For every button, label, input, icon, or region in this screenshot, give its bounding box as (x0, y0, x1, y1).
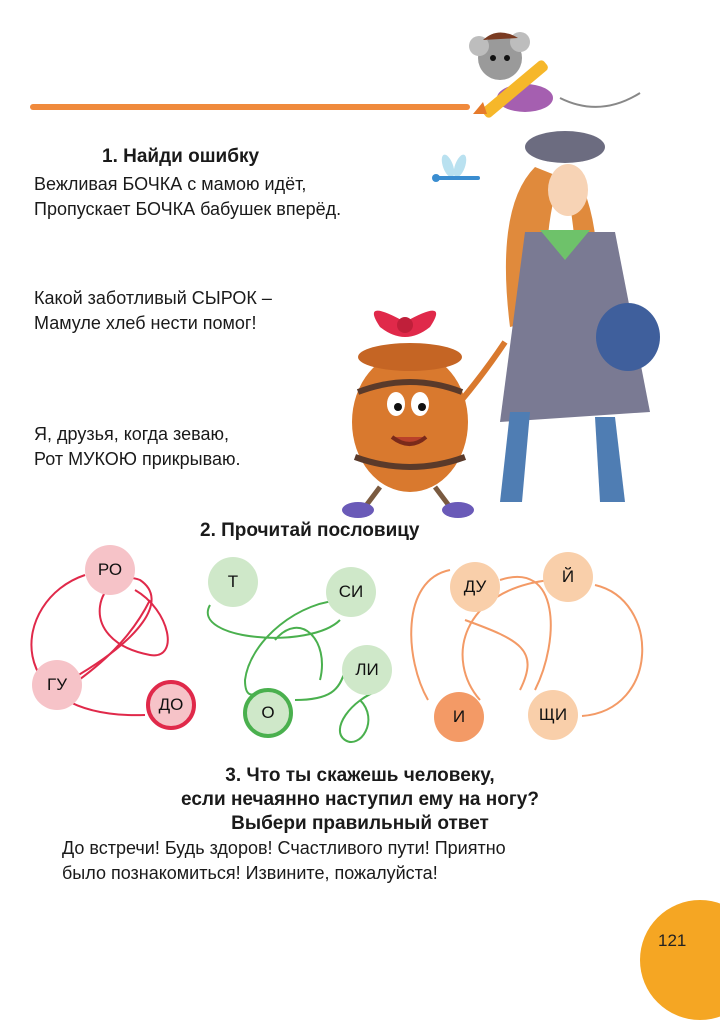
syllable-o: О (243, 688, 293, 738)
stanza-line: Рот МУКОЮ прикрываю. (34, 449, 241, 469)
syllable-do: ДО (146, 680, 196, 730)
task3-title (0, 764, 720, 836)
syllable-gu: ГУ (32, 660, 82, 710)
task3-title-line: если нечаянно наступил ему на ногу? (181, 789, 539, 810)
answer-line: было познакомиться! Извините, пожалуйста! (62, 863, 438, 883)
syllable-i: И (434, 692, 484, 742)
stanza-line: Вежливая БОЧКА с мамою идёт, (34, 174, 307, 194)
task1-title: 1. Найди ошибку (102, 146, 260, 167)
page-number: 121 (658, 931, 687, 950)
task3-title-line: 3. Что ты скажешь человеку, (225, 765, 495, 786)
answer-line: До встречи! Будь здоров! Счастливого пути! Приятно (62, 838, 506, 858)
task3-title-line: Выбери правильный ответ (231, 813, 489, 834)
syllable-t: Т (208, 557, 258, 607)
stanza-line: Пропускает БОЧКА бабушек вперёд. (34, 199, 342, 219)
stanza-line: Какой заботливый СЫРОК – (34, 288, 272, 308)
task3-answers (62, 836, 506, 886)
syllable-ro: РО (85, 545, 135, 595)
syllable-du: ДУ (450, 562, 500, 612)
syllable-li: ЛИ (342, 645, 392, 695)
stanza-line: Мамуле хлеб нести помог! (34, 313, 257, 333)
syllable-si: СИ (326, 567, 376, 617)
stanza-line: Я, друзья, когда зеваю, (34, 424, 229, 444)
syllable-y: Й (543, 552, 593, 602)
task2-title: 2. Прочитай пословицу (200, 520, 420, 541)
syllable-shchi: ЩИ (528, 690, 578, 740)
